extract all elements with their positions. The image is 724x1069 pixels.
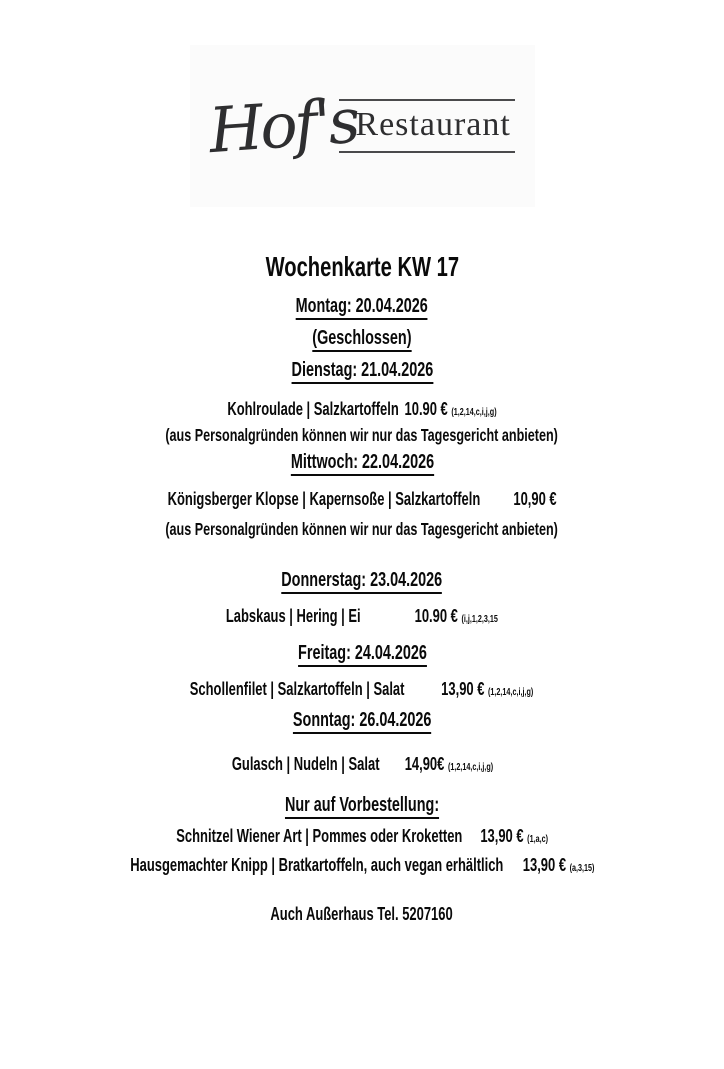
- day-heading-monday: Montag: 20.04.2026: [0, 295, 724, 318]
- allergen-codes: (1,2,14,c,i,j,g): [488, 687, 534, 698]
- dish-price: 10,90 €: [513, 489, 557, 509]
- day-heading-wednesday: Mittwoch: 22.04.2026: [0, 451, 724, 474]
- day-heading-friday: Freitag: 24.04.2026: [0, 642, 724, 665]
- staff-note-wednesday: (aus Personalgründen können wir nur das Tagesgericht anbieten): [165, 519, 559, 539]
- dish-price: 13,90 €: [480, 826, 524, 846]
- dish-name: Königsberger Klopse | Kapernsoße | Salzkartoffeln: [167, 489, 481, 509]
- logo-serif-text: Restaurant: [339, 99, 514, 153]
- menu-item-thursday: [0, 606, 724, 627]
- allergen-codes: (1,2,14,c,i,j,g): [451, 407, 497, 418]
- menu-item-friday: [0, 679, 724, 700]
- dish-price: 14,90€: [404, 754, 444, 774]
- logo-script-text: Hof's: [206, 83, 360, 168]
- preorder-heading: Nur auf Vorbestellung:: [0, 794, 724, 817]
- dish-price: 10.90 €: [404, 399, 448, 419]
- allergen-codes: (1,2,14,c,i,j,g): [447, 762, 493, 773]
- menu-page: [0, 45, 724, 1069]
- dish-price: 13,90 €: [522, 855, 566, 875]
- menu-item-wednesday: [0, 489, 724, 510]
- dish-price: 13,90 €: [441, 679, 485, 699]
- allergen-codes: (1,a,c): [527, 834, 548, 845]
- monday-closed-note: (Geschlossen): [0, 327, 724, 350]
- allergen-codes: (a,3,15): [569, 863, 595, 874]
- allergen-codes: (i,j,1,2,3,15: [461, 614, 498, 625]
- dish-name: Labskaus | Hering | Ei: [225, 606, 361, 626]
- dish-price: 10.90 €: [414, 606, 458, 626]
- menu-title: Wochenkarte KW 17: [265, 251, 459, 282]
- preorder-item-schnitzel: [0, 826, 724, 847]
- logo-inner: [206, 83, 515, 168]
- staff-note-tuesday: (aus Personalgründen können wir nur das Tagesgericht anbieten): [165, 425, 559, 445]
- dish-name: Schollenfilet | Salzkartoffeln | Salat: [190, 679, 405, 699]
- menu-item-sunday: [0, 754, 724, 775]
- dish-name: Hausgemachter Knipp | Bratkartoffeln, auch vegan erhältlich: [129, 855, 503, 875]
- preorder-item-knipp: [0, 855, 724, 876]
- dish-name: Gulasch | Nudeln | Salat: [231, 754, 380, 774]
- day-heading-sunday: Sonntag: 26.04.2026: [0, 709, 724, 732]
- takeaway-footer: Auch Außerhaus Tel. 5207160: [270, 904, 454, 924]
- dish-name: Schnitzel Wiener Art | Pommes oder Kroketten: [176, 826, 463, 846]
- restaurant-logo: [190, 45, 535, 207]
- menu-item-tuesday: [0, 399, 724, 420]
- day-heading-thursday: Donnerstag: 23.04.2026: [0, 569, 724, 592]
- day-heading-tuesday: Dienstag: 21.04.2026: [0, 359, 724, 382]
- dish-name: Kohlroulade | Salzkartoffeln: [227, 399, 399, 419]
